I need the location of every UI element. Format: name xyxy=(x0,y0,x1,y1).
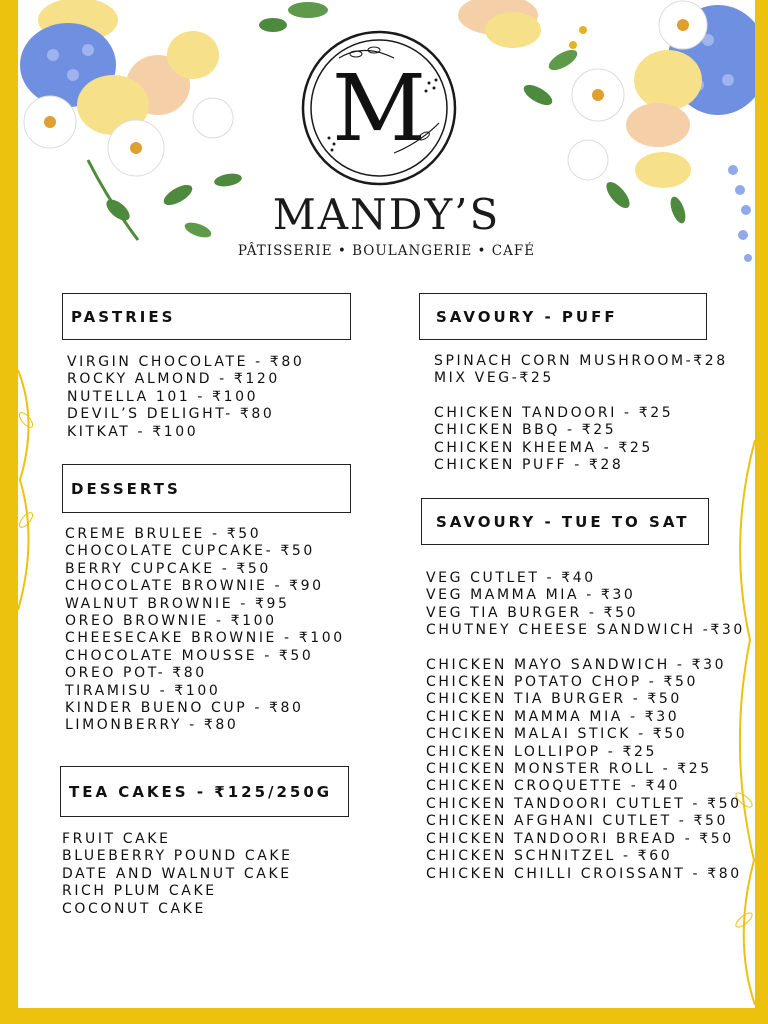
menu-item: CREME BRULEE - ₹50 xyxy=(65,526,262,542)
tea-cakes-list xyxy=(62,831,293,918)
menu-item: CHEESECAKE BROWNIE - ₹100 xyxy=(65,630,345,647)
desserts-heading xyxy=(62,464,351,513)
menu-item: CHOCOLATE CUPCAKE- ₹50 xyxy=(65,543,315,560)
menu-item: CHICKEN MONSTER ROLL - ₹25 xyxy=(426,761,712,778)
menu-item: VIRGIN CHOCOLATE - ₹80 xyxy=(67,354,305,370)
logo-emblem xyxy=(294,28,464,188)
menu-item: LIMONBERRY - ₹80 xyxy=(65,717,239,734)
menu-item: VEG CUTLET - ₹40 xyxy=(426,570,596,586)
menu-item: CHOCOLATE MOUSSE - ₹50 xyxy=(65,647,314,664)
menu-item: CHICKEN MAMMA MIA - ₹30 xyxy=(426,708,680,725)
desserts-title: DESSERTS xyxy=(71,479,181,498)
menu-item: CHICKEN CHILLI CROISSANT - ₹80 xyxy=(426,865,742,882)
tea-cakes-title: TEA CAKES - ₹125/250G xyxy=(69,782,333,801)
menu-item: KITKAT - ₹100 xyxy=(67,423,199,440)
menu-item: TIRAMISU - ₹100 xyxy=(65,682,221,699)
menu-item: CHICKEN LOLLIPOP - ₹25 xyxy=(426,743,657,760)
menu-item: OREO BROWNIE - ₹100 xyxy=(65,613,277,630)
brand-tagline: PÂTISSERIE • BOULANGERIE • CAFÉ xyxy=(237,243,536,259)
pastries-heading xyxy=(62,293,351,340)
list-spacer xyxy=(434,388,728,405)
menu-item: MIX VEG-₹25 xyxy=(434,370,554,387)
menu-page xyxy=(18,0,755,1008)
menu-item: CHICKEN KHEEMA - ₹25 xyxy=(434,439,653,456)
menu-item: WALNUT BROWNIE - ₹95 xyxy=(65,595,290,612)
savoury-puff-list xyxy=(434,353,728,474)
menu-item: NUTELLA 101 - ₹100 xyxy=(67,388,259,405)
pastries-title: PASTRIES xyxy=(71,307,176,326)
menu-item: CHCIKEN MALAI STICK - ₹50 xyxy=(426,726,688,743)
menu-item: BERRY CUPCAKE - ₹50 xyxy=(65,560,271,577)
savoury-puff-heading xyxy=(419,293,707,340)
menu-item: CHICKEN CROQUETTE - ₹40 xyxy=(426,778,680,795)
menu-item: SPINACH CORN MUSHROOM-₹28 xyxy=(434,353,728,369)
savoury-tue-sat-title: SAVOURY - TUE TO SAT xyxy=(436,512,690,531)
menu-item: CHICKEN TIA BURGER - ₹50 xyxy=(426,691,682,708)
menu-item: ROCKY ALMOND - ₹120 xyxy=(67,371,280,388)
menu-item: DATE AND WALNUT CAKE xyxy=(62,865,292,882)
menu-item: FRUIT CAKE xyxy=(62,831,171,847)
menu-item: OREO POT- ₹80 xyxy=(65,665,207,682)
menu-item: RICH PLUM CAKE xyxy=(62,883,217,900)
menu-item: BLUEBERRY POUND CAKE xyxy=(62,848,293,865)
menu-item: COCONUT CAKE xyxy=(62,900,206,917)
menu-item: CHICKEN MAYO SANDWICH - ₹30 xyxy=(426,656,727,673)
savoury-tue-sat-list xyxy=(426,570,745,883)
savoury-puff-title: SAVOURY - PUFF xyxy=(436,307,618,326)
menu-item: CHICKEN TANDOORI CUTLET - ₹50 xyxy=(426,795,742,812)
tea-cakes-heading xyxy=(60,766,349,817)
menu-item: CHICKEN POTATO CHOP - ₹50 xyxy=(426,674,699,691)
menu-item: VEG MAMMA MIA - ₹30 xyxy=(426,587,636,604)
list-spacer xyxy=(426,640,745,657)
menu-item: DEVIL’S DELIGHT- ₹80 xyxy=(67,406,275,423)
menu-item: VEG TIA BURGER - ₹50 xyxy=(426,604,639,621)
menu-item: KINDER BUENO CUP - ₹80 xyxy=(65,700,304,717)
menu-item: CHICKEN BBQ - ₹25 xyxy=(434,422,617,439)
menu-item: CHOCOLATE BROWNIE - ₹90 xyxy=(65,578,324,595)
menu-item: CHUTNEY CHEESE SANDWICH -₹30 xyxy=(426,622,745,639)
menu-item: CHICKEN AFGHANI CUTLET - ₹50 xyxy=(426,813,729,830)
brand-name: MANDY’S xyxy=(272,190,501,239)
desserts-list xyxy=(65,526,345,735)
menu-item: CHICKEN TANDOORI BREAD - ₹50 xyxy=(426,830,734,847)
menu-item: CHICKEN TANDOORI - ₹25 xyxy=(434,404,674,421)
pastries-list xyxy=(67,354,304,441)
logo-letter: M xyxy=(331,55,427,162)
savoury-tue-sat-heading xyxy=(421,498,709,545)
menu-item: CHICKEN PUFF - ₹28 xyxy=(434,457,624,474)
menu-item: CHICKEN SCHNITZEL - ₹60 xyxy=(426,848,673,865)
left-leaf-decoration xyxy=(18,360,40,620)
